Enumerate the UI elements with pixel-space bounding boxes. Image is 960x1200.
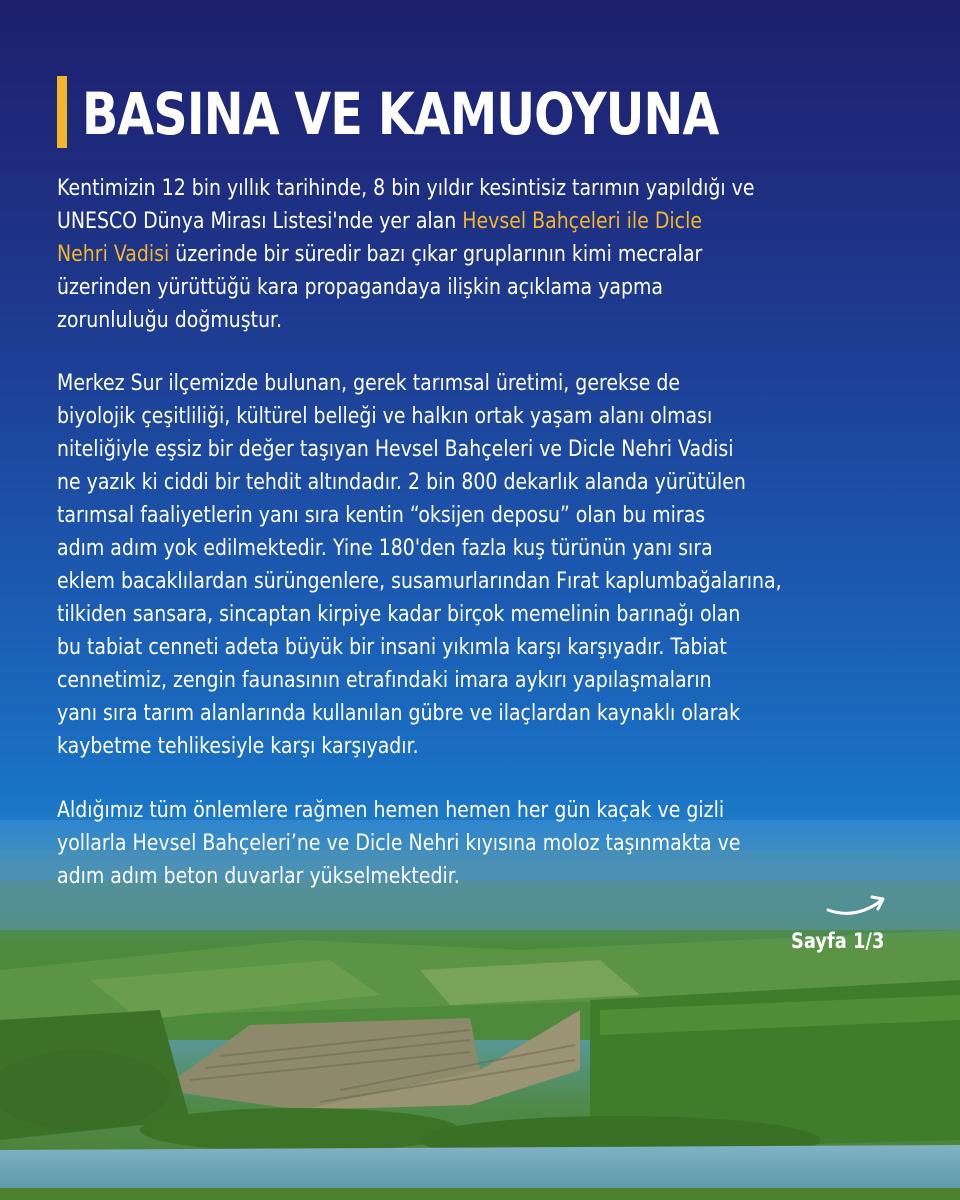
paragraph-intro [57, 172, 754, 337]
paragraph-line: niteliğiyle eşsiz bir değer taşıyan Hevsel Bahçeleri ve Dicle Nehri Vadisi [57, 437, 734, 462]
paragraph-line: biyolojik çeşitliliği, kültürel belleği ve halkın ortak yaşam alanı olması [57, 404, 713, 429]
page-indicator: Sayfa 1/3 [791, 929, 885, 953]
curved-arrow-right-icon [824, 888, 890, 918]
paragraph-line [57, 238, 754, 271]
paragraph-line: ne yazık ki ciddi bir tehdit altındadır. 2 bin 800 dekarlık alanda yürütülen [57, 470, 746, 495]
paragraph-line: Aldığımız tüm önlemlere rağmen hemen hemen her gün kaçak ve gizli [57, 798, 725, 823]
paragraph-text: UNESCO Dünya Mirası Listesi'nde yer alan [57, 209, 463, 234]
paragraph-line: yollarla Hevsel Bahçeleri’ne ve Dicle Nehri kıyısına moloz taşınmakta ve [57, 831, 741, 856]
paragraph-line: üzerinden yürüttüğü kara propagandaya ilişkin açıklama yapma [57, 275, 663, 300]
paragraph-line: bu tabiat cenneti adeta büyük bir insani yıkımla karşı karşıyadır. Tabiat [57, 635, 727, 660]
paragraph-line: eklem bacaklılardan sürüngenlere, susamurlarından Fırat kaplumbağalarına, [57, 569, 782, 594]
paragraph-line: tilkiden sansara, sincaptan kirpiye kadar birçok memelinin barınağı olan [57, 602, 741, 627]
page-title: BASINA VE KAMUOYUNA [82, 80, 719, 148]
paragraph-line: yanı sıra tarım alanlarında kullanılan gübre ve ilaçlardan kaynaklı olarak [57, 701, 741, 726]
highlighted-place-name: Hevsel Bahçeleri ile Dicle [462, 209, 702, 234]
paragraph-line: cennetimiz, zengin faunasının etrafındaki imara aykırı yapılaşmaların [57, 668, 712, 693]
paragraph-line: Kentimizin 12 bin yıllık tarihinde, 8 bin yıldır kesintisiz tarımın yapıldığı ve [57, 176, 755, 201]
paragraph-line: adım adım beton duvarlar yükselmektedir. [57, 864, 460, 889]
paragraph-line: tarımsal faaliyetlerin yanı sıra kentin “oksijen deposu” olan bu miras [57, 503, 706, 528]
highlighted-place-name: Nehri Vadisi [57, 242, 170, 267]
paragraph-line: kaybetme tehlikesiyle karşı karşıyadır. [57, 734, 419, 759]
paragraph-text: üzerinde bir süredir bazı çıkar gruplarının kimi mecralar [169, 242, 703, 267]
paragraph-line: adım adım yok edilmektedir. Yine 180'den fazla kuş türünün yanı sıra [57, 536, 713, 561]
paragraph-measures [57, 794, 741, 893]
paragraph-line: Merkez Sur ilçemizde bulunan, gerek tarımsal üretimi, gerekse de [57, 371, 681, 396]
paragraph-line: zorunluluğu doğmuştur. [57, 308, 283, 333]
title-accent-bar [57, 76, 67, 148]
paragraph-line [57, 205, 754, 238]
paragraph-threat [57, 367, 782, 763]
